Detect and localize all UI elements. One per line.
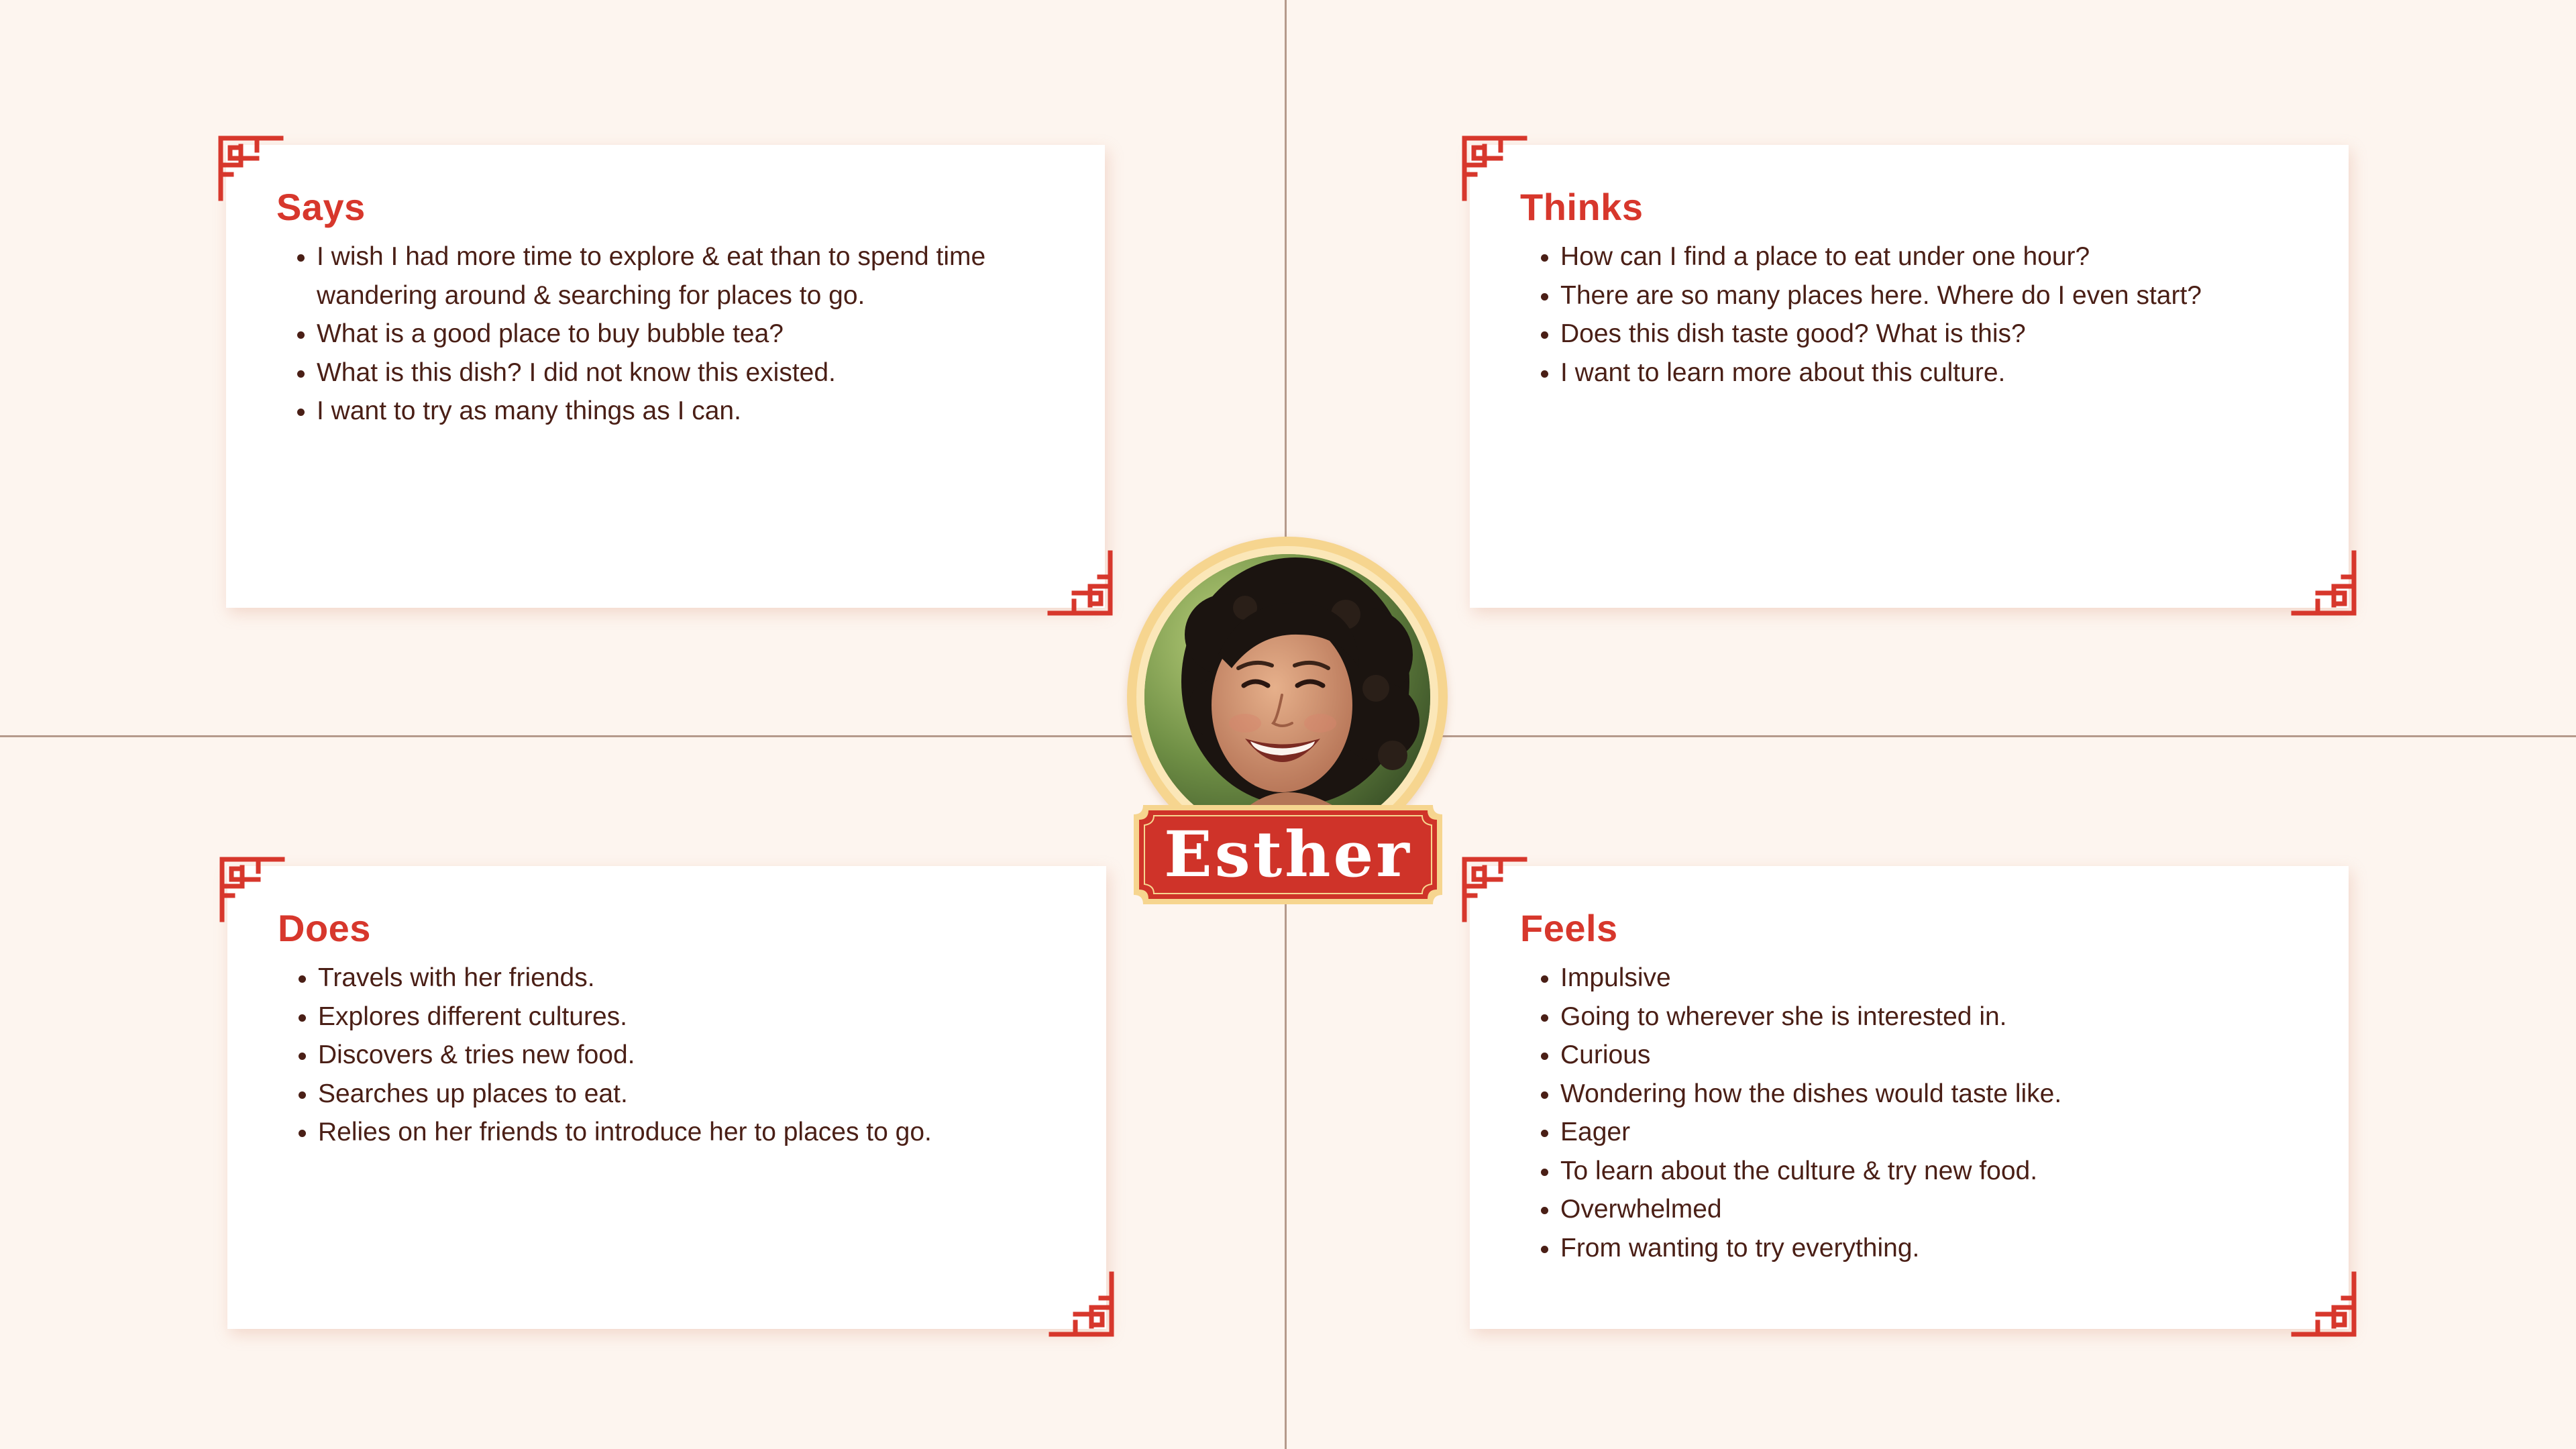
list-item: • Discovers & tries new food. (318, 1036, 1076, 1075)
list-item: • Going to wherever she is interested in. (1560, 998, 2318, 1036)
does-title: Does (278, 907, 371, 949)
feels-card (1470, 866, 2349, 1329)
list-item: • What is this dish? I did not know this existed. (317, 354, 1075, 392)
list-item: • I want to learn more about this culture. (1560, 354, 2318, 392)
fret-corner-icon (217, 134, 284, 201)
says-list (276, 237, 1075, 431)
fret-corner-icon (218, 855, 285, 922)
list-item: • What is a good place to buy bubble tea? (317, 315, 1075, 354)
fret-corner-icon (2291, 550, 2358, 617)
avatar (1144, 554, 1430, 840)
quadrant-says (226, 145, 1105, 608)
portrait-photo-icon (1144, 554, 1430, 840)
does-card (227, 866, 1106, 1329)
says-card (226, 145, 1105, 608)
list-item: • How can I find a place to eat under one hour? (1560, 237, 2318, 276)
list-item: • Wondering how the dishes would taste like. (1560, 1075, 2318, 1114)
list-item: • I want to try as many things as I can. (317, 392, 1075, 431)
thinks-card (1470, 145, 2349, 608)
list-item: • Impulsive (1560, 959, 2318, 998)
feels-title: Feels (1520, 907, 1618, 949)
list-item: • Eager (1560, 1113, 2318, 1152)
thinks-list (1520, 237, 2318, 392)
list-item: • There are so many places here. Where do I even start? (1560, 276, 2318, 315)
fret-corner-icon (1049, 1271, 1116, 1338)
list-item: • I wish I had more time to explore & eat than to spend time wandering around & searching for places to go. (317, 237, 1075, 315)
feels-list (1520, 959, 2318, 1267)
list-item: • Searches up places to eat. (318, 1075, 1076, 1114)
quadrant-does (227, 866, 1106, 1329)
quadrant-feels (1470, 866, 2349, 1329)
list-item: • Does this dish taste good? What is this? (1560, 315, 2318, 354)
fret-corner-icon (2291, 1271, 2358, 1338)
quadrant-thinks (1470, 145, 2349, 608)
list-item: • To learn about the culture & try new food. (1560, 1152, 2318, 1191)
fret-corner-icon (1047, 550, 1114, 617)
name-plaque (1134, 805, 1442, 904)
list-item: • Travels with her friends. (318, 959, 1076, 998)
list-item: • Explores different cultures. (318, 998, 1076, 1036)
thinks-title: Thinks (1520, 186, 1644, 228)
persona-name: Esther (1164, 818, 1412, 892)
says-title: Says (276, 186, 366, 228)
list-item: • Overwhelmed (1560, 1190, 2318, 1229)
fret-corner-icon (1460, 134, 1527, 201)
does-list (278, 959, 1076, 1152)
list-item: • From wanting to try everything. (1560, 1229, 2318, 1268)
fret-corner-icon (1460, 855, 1527, 922)
list-item: • Curious (1560, 1036, 2318, 1075)
list-item: • Relies on her friends to introduce her to places to go. (318, 1113, 1076, 1152)
